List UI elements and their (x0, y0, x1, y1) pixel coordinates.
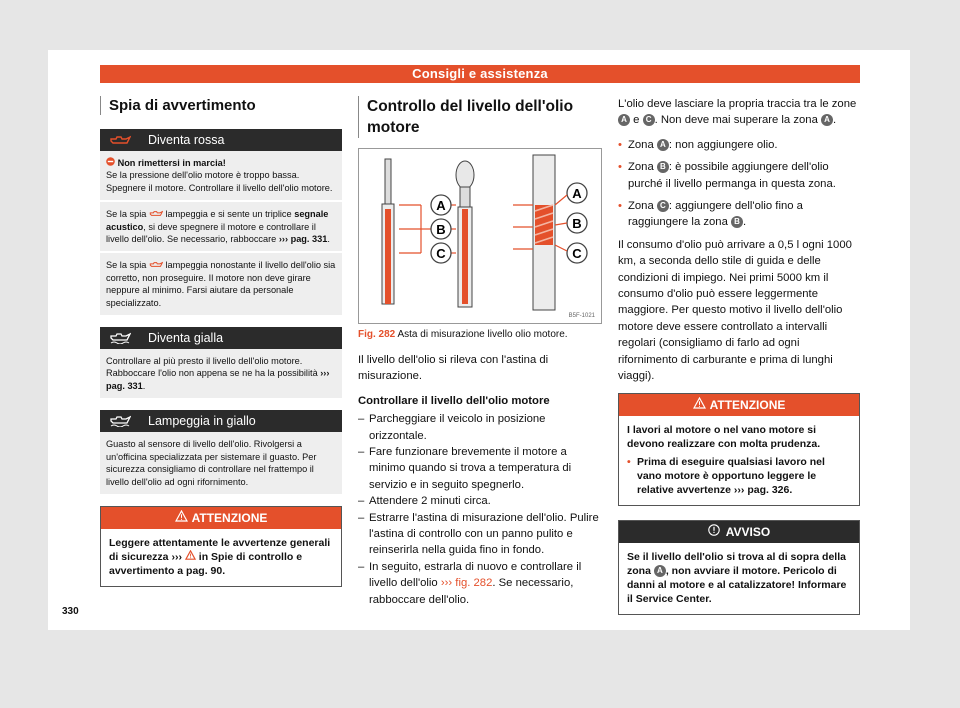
zone-badge: B (657, 161, 669, 173)
text: Se il livello dell'olio si trova al di sopra della zona (627, 550, 846, 577)
red-light-group (100, 129, 342, 315)
zone-bullet: • Zona A : non aggiungere olio. (618, 138, 778, 151)
dipstick-illustration (359, 149, 601, 323)
text: Prima di eseguire qualsiasi lavoro nel vano motore è opportuno leggere le relative avvertenze (637, 455, 825, 496)
subtitle-check: Controllare il livello dell'olio motore (358, 394, 550, 407)
middle-column (358, 96, 602, 608)
figure-ref-link[interactable]: ››› fig. 282 (440, 577, 493, 590)
fig-label-b: B (436, 222, 446, 237)
step-text: Attendere 2 minuti circa. (369, 495, 491, 508)
acoustic-signal: segnale acustico (106, 209, 329, 232)
notice-body (619, 543, 859, 614)
fig-label-a: A (572, 186, 582, 201)
warning-triangle-icon (175, 510, 188, 525)
zone-badge-b: B (731, 216, 743, 228)
page-number: 330 (62, 606, 79, 617)
step-text: In seguito, estrarla di nuovo e controllare il livello dell'olio (369, 560, 582, 590)
text: : è possibile aggiungere dell'olio purché il livello permanga in questa zona. (628, 161, 836, 190)
text: lampeggia nonostante il livello dell'olio sia corretto, non proseguire. Il motore non deve girare neppure al minimo. Farsi aiutare da personale specializzato. (106, 260, 336, 308)
step-item: – Parcheggiare il veicolo in posizione orizzontale. (358, 411, 602, 444)
zone-badge-a: A (654, 565, 666, 577)
zones-intro: L'olio deve lasciare la propria traccia tra le zone A e C . Non deve mai superare la zona A . (618, 98, 857, 127)
zones-text (618, 96, 860, 385)
figure-code: B5F-1021 (568, 313, 595, 319)
warning-label: ATTENZIONE (709, 397, 786, 412)
fig-label-b: B (572, 216, 582, 231)
text: Se la spia (106, 260, 147, 271)
blinking-light-group (100, 410, 342, 494)
fig-label-c: C (572, 246, 582, 261)
text: L'olio deve lasciare la propria traccia tra le zone (618, 98, 857, 110)
warning-bullet: • Prima di eseguire qualsiasi lavoro nel vano motore è opportuno leggere le relative avvertenze ››› pag. 326. (627, 455, 825, 496)
text: Zona (628, 138, 654, 151)
red-light-header (100, 129, 342, 151)
intro-text: Il livello dell'olio si rileva con l'astina di misurazione. (358, 354, 549, 383)
text: : aggiungere dell'olio fino a raggiungere la zona (628, 200, 803, 229)
zone-badge-c: C (643, 114, 655, 126)
step-text: . Se necessario, rabboccare dell'olio. (369, 577, 574, 606)
text: , si deve spegnere il motore e controllare il livello dell'olio. Se necessario, rabboccare (106, 221, 316, 245)
blinking-light-header (100, 410, 342, 432)
section-title-warning-light: Spia di avvertimento (100, 96, 342, 115)
red-light-label: Diventa rossa (148, 133, 225, 147)
dipstick-figure (358, 148, 602, 324)
warning-triangle-icon (185, 551, 196, 563)
figure-number: Fig. 282 (358, 329, 396, 340)
figure-caption (358, 328, 602, 342)
step-item: – Attendere 2 minuti circa. (358, 493, 602, 509)
step-text: Parcheggiare il veicolo in posizione orizzontale. (369, 413, 546, 442)
warning-body (101, 529, 341, 586)
text: , non avviare il motore. Pericolo di danni al motore e al catalizzatore! Informare il Service Center. (627, 564, 847, 605)
text: Leggere attentamente le avvertenze generali di sicurezza (109, 536, 331, 563)
text: lampeggia e si sente un triplice (165, 209, 292, 220)
text: Zona (628, 200, 654, 213)
yellow-light-text: Controllare al più presto il livello dell'olio motore. Rabboccare l'olio non appena se ne ha la possibilità ››› pag. 331. (100, 349, 342, 398)
step-item: – Estrarre l'astina di misurazione dell'olio. Pulire l'astina di controllo con un panno pulito e reinserirla nella guida fino in fondo. (358, 510, 602, 559)
step-item: – In seguito, estrarla di nuovo e controllare il livello dell'olio ››› fig. 282. Se necessario, rabboccare dell'olio. (358, 560, 582, 606)
left-column (100, 96, 342, 587)
step-text: Fare funzionare brevemente il motore a minimo quando si trova a temperatura di servizio e in seguito spegnerlo. (369, 446, 572, 491)
zone-badge-a: A (821, 114, 833, 126)
text: Se la spia (106, 209, 147, 220)
oil-can-icon (149, 209, 163, 219)
notice-header (619, 521, 859, 543)
oil-level-icon (100, 415, 140, 427)
step-item: – Fare funzionare brevemente il motore a minimo quando si trova a temperatura di servizio e in seguito spegnerlo. (358, 444, 602, 493)
page-ref-link[interactable]: ››› pag. 331 (106, 368, 330, 391)
warning-box-left (100, 506, 342, 587)
blinking-light-label: Lampeggia in giallo (148, 414, 256, 429)
red-light-text-1: Se la pressione dell'olio motore è troppo bassa. Spegnere il motore. Controllare il livello dell'olio motore. (106, 170, 333, 193)
yellow-light-group (100, 327, 342, 398)
warning-text: I lavori al motore o nel vano motore si devono realizzare con molta prudenza. (627, 423, 821, 450)
chapter-header: Consigli e assistenza (100, 65, 860, 83)
no-drive-warning: Non rimettersi in marcia! (117, 158, 226, 168)
warning-box-right (618, 393, 860, 506)
blinking-light-text: Guasto al sensore di livello dell'olio. Rivolgersi a un'officina specializzata per sistemare il guasto. Per sicurezza consigliamo di controllare nel frattempo il livello dell'olio ad ogni rifornimento. (100, 432, 342, 494)
consumption-text: Il consumo d'olio può arrivare a 0,5 l ogni 1000 km, a seconda dello stile di guida e delle condizioni di impiego. Nei primi 5000 km il consumo d'olio può essere leggermente maggiore. Per questo motivo il livello dell'olio motore deve essere controllato a intervalli regolari (consigliamo di farlo ad ogni rifornimento di carburante e prima di lunghi viaggi). (618, 238, 852, 383)
zone-badge: A (657, 139, 669, 151)
ref-arrows: ››› (171, 550, 182, 563)
warning-triangle-icon (693, 397, 706, 412)
text: : non aggiungere olio. (668, 138, 778, 151)
step-text: Estrarre l'astina di misurazione dell'olio. Pulire l'astina di controllo con un panno pulito e reinserirla nella guida fino in fondo. (369, 511, 599, 557)
notice-label: AVVISO (725, 524, 771, 539)
page-ref-link[interactable]: ››› pag. 331 (278, 234, 328, 245)
text: . Non deve mai superare la zona (654, 114, 818, 127)
caption-text: Asta di misurazione livello olio motore. (397, 329, 568, 340)
warning-body (619, 416, 859, 505)
yellow-light-label: Diventa gialla (148, 331, 224, 346)
text: Controllare al più presto il livello dell'olio motore. Rabboccare l'olio non appena se ne ha la possibilità (106, 356, 318, 379)
text[interactable]: in Spie di controllo e avvertimento a pag. 90. (109, 550, 303, 577)
zone-bullet: • Zona B : è possibile aggiungere dell'olio purché il livello permanga in questa zona. (618, 161, 836, 190)
fig-label-a: A (436, 198, 446, 213)
page-ref-link[interactable]: ››› pag. 326. (733, 483, 793, 496)
section-title-oil-level: Controllo del livello dell'olio motore (358, 96, 602, 138)
info-circle-icon (708, 524, 720, 539)
oil-can-icon (149, 260, 163, 270)
oil-can-icon (100, 135, 140, 145)
notice-box (618, 520, 860, 615)
right-column (618, 96, 860, 615)
zone-bullet: • Zona C : aggiungere dell'olio fino a raggiungere la zona B . (618, 200, 803, 229)
text: Zona (628, 161, 654, 174)
zone-badge: C (657, 200, 669, 212)
warning-header (101, 507, 341, 529)
red-light-para-3 (100, 253, 342, 315)
red-light-para-2: Se la spia lampeggia e si sente un triplice segnale acustico, si deve spegnere il motore e controllare il livello dell'olio. Se necessario, rabboccare ››› pag. 331. (100, 202, 342, 251)
oil-check-text (358, 352, 602, 608)
fig-label-c: C (436, 246, 446, 261)
warning-label: ATTENZIONE (191, 510, 268, 525)
warning-header (619, 394, 859, 416)
zone-badge-a: A (618, 114, 630, 126)
stop-sign-icon (106, 158, 115, 168)
oil-level-icon (100, 332, 140, 344)
red-light-para-1 (100, 151, 342, 200)
text: e (633, 114, 640, 127)
yellow-light-header (100, 327, 342, 349)
